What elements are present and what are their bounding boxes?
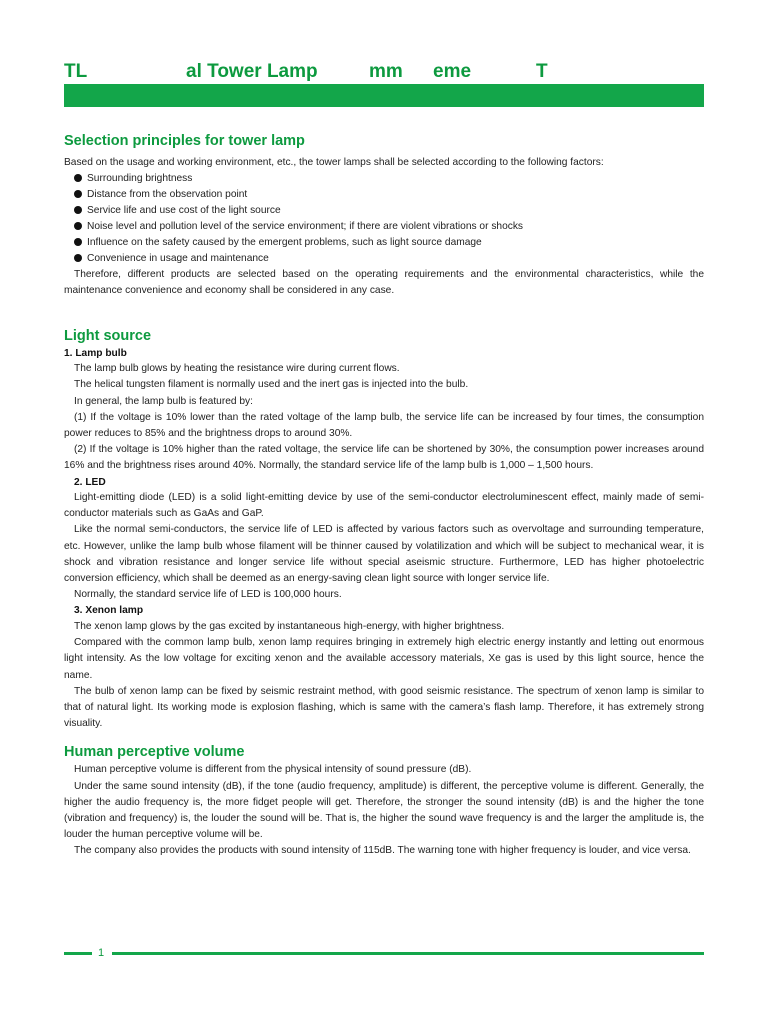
title-fragment: eme	[433, 61, 472, 82]
bullet-icon	[74, 174, 82, 182]
list-item-text: Noise level and pollution level of the service environment; if there are violent vibrations or shocks	[87, 221, 524, 233]
paragraph: Light-emitting diode (LED) is a solid light-emitting device by use of the semi-conductor electroluminescent effect, mainly made of semi-conductor materials such as GaAs and GaP.	[64, 492, 704, 520]
page-number: 1	[98, 947, 105, 959]
section-light-source	[64, 326, 704, 733]
section-heading: Light source	[64, 327, 152, 344]
title-fragment: al Tower Lamp	[186, 61, 318, 82]
paragraph: The xenon lamp glows by the gas excited by instantaneous high-energy, with higher brightness.	[74, 620, 505, 632]
bullet-icon	[74, 222, 82, 230]
bullet-icon	[74, 254, 82, 262]
list-item	[64, 171, 704, 187]
section-heading: Human perceptive volume	[64, 744, 245, 761]
paragraph: Under the same sound intensity (dB), if the tone (audio frequency, amplitude) is different, the perceptive volume is different. Generally, the higher the audio frequency is, the more fidget people will get. Therefore, the stronger the sound intensity (dB) is and the higher the tone (vibration and frequency) is, the louder the sound will be. That is, the higher the sound wave frequency is and the larger the amplitude is, the louder the human perceptive volume will be.	[64, 780, 704, 841]
bullet-icon	[74, 238, 82, 246]
list-item	[64, 251, 704, 267]
list-item-text: Convenience in usage and maintenance	[87, 253, 269, 265]
list-item-text: Service life and use cost of the light source	[87, 205, 281, 217]
paragraph: The company also provides the products with sound intensity of 115dB. The warning tone with higher frequency is louder, and vice versa.	[74, 845, 691, 857]
paragraph: The lamp bulb glows by heating the resistance wire during current flows.	[74, 363, 400, 375]
subsection-title: 2. LED	[74, 476, 106, 488]
paragraph: (2) If the voltage is 10% higher than the rated voltage, the service life can be shortened by 30%, the consumption power increases around 16% and the brightness rises around 40%. Normally, the standard service life of the lamp bulb is 1,000 – 1,500 hours.	[64, 444, 704, 472]
paragraph: Based on the usage and working environment, etc., the tower lamps shall be selected according to the following factors:	[64, 157, 604, 168]
paragraph: Normally, the standard service life of LED is 100,000 hours.	[74, 589, 342, 601]
list-item-text: Influence on the safety caused by the emergent problems, such as light source damage	[87, 237, 482, 249]
paragraph: In general, the lamp bulb is featured by:	[74, 395, 253, 407]
main-content	[64, 131, 704, 860]
list-item	[64, 219, 704, 235]
paragraph: Human perceptive volume is different from the physical intensity of sound pressure (dB).	[74, 764, 472, 776]
footer-rule	[64, 952, 92, 955]
list-item-text: Surrounding brightness	[87, 173, 193, 185]
list-item	[64, 187, 704, 203]
paragraph: The bulb of xenon lamp can be fixed by seismic restraint method, with good seismic resistance. The spectrum of xenon lamp is similar to that of natural light. Its working mode is explosion flashing, which is same with the camera’s flash lamp. Therefore, it has extremely strong visuality.	[64, 685, 704, 730]
section-human-perceptive-volume	[64, 742, 704, 859]
paragraph: (1) If the voltage is 10% lower than the rated voltage of the lamp bulb, the service life can be increased by four times, the consumption power reduces to 85% and the brightness drops to around 30%.	[64, 411, 704, 439]
list-item-text: Distance from the observation point	[87, 189, 248, 201]
title-fragment: TL	[64, 61, 88, 82]
bullet-icon	[74, 190, 82, 198]
section-heading: Selection principles for tower lamp	[64, 133, 305, 149]
page-title	[64, 61, 704, 85]
subsection-title: 3. Xenon lamp	[74, 605, 144, 617]
paragraph: Therefore, different products are selected based on the operating requirements and the environmental characteristics, while the maintenance convenience and economy shall be considered in any case.	[64, 269, 704, 297]
paragraph: Like the normal semi-conductors, the service life of LED is affected by various factors such as overvoltage and surrounding temperature, etc. However, unlike the lamp bulb whose filament will be thinner caused by volatilization and which will be subject to mechanical wear, it is shock and vibration resistance and longer service life without special aseismic structure. Furthermore, LED has higher photoelectric conversion efficiency, which shall be deemed as an energy-saving clean light source with longer service life.	[64, 524, 704, 585]
title-fragment: T	[536, 61, 548, 82]
bullet-icon	[74, 206, 82, 214]
list-item	[64, 203, 704, 219]
paragraph: The helical tungsten filament is normally used and the inert gas is injected into the bulb.	[74, 379, 469, 391]
header-bar	[64, 84, 704, 107]
title-fragment: mm	[369, 61, 403, 82]
paragraph: Compared with the common lamp bulb, xenon lamp requires bringing in extremely high electric energy instantly and letting out enormous light intensity. As the low voltage for exciting xenon and the available accessory materials, Xe gas is used by this light source, hence the name.	[64, 637, 704, 681]
factor-list	[64, 171, 704, 267]
section-selection-principles	[64, 131, 704, 300]
page-footer	[64, 946, 704, 960]
footer-rule	[112, 952, 704, 955]
subsection-title: 1. Lamp bulb	[64, 347, 127, 359]
list-item	[64, 235, 704, 251]
